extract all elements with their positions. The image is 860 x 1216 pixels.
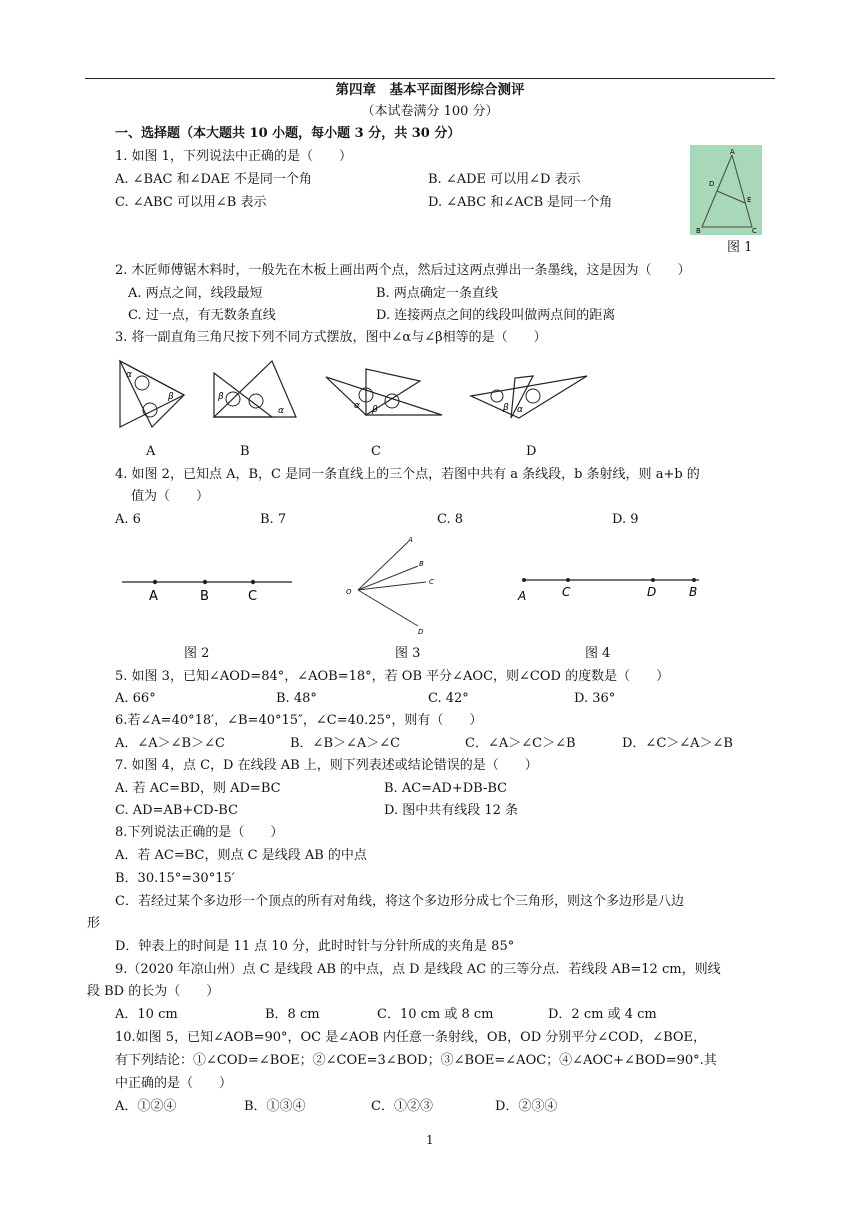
q5-option-b: B. 48°	[276, 691, 317, 706]
q7-option-b: B. AC=AD+DB-BC	[384, 781, 508, 796]
figure-4-point-a	[522, 578, 526, 582]
q9-option-b: B．8 cm	[265, 1007, 320, 1022]
q3-a-beta: β	[168, 392, 174, 402]
figure-4-point-d	[651, 578, 655, 582]
figure-4-label-c: C	[562, 585, 571, 599]
q3-figure-b	[208, 355, 303, 425]
q3-b-alpha: α	[278, 406, 284, 416]
q3-label-a: A	[146, 444, 156, 459]
q2-option-d: D. 连接两点之间的线段叫做两点间的距离	[376, 308, 616, 323]
q9-option-c: C．10 cm 或 8 cm	[377, 1007, 494, 1022]
q9-option-a: A．10 cm	[115, 1007, 178, 1022]
figure-3-label-b: B	[419, 560, 424, 568]
q4-option-a: A. 6	[115, 512, 141, 527]
q2-option-c: C. 过一点，有无数条直线	[128, 308, 276, 323]
q9-option-d: D．2 cm 或 4 cm	[548, 1007, 657, 1022]
figure-4-point-c	[566, 578, 570, 582]
q8-option-c-line-1: C．若经过某个多边形一个顶点的所有对角线，将这个多边形分成七个三角形，则这个多边形是八边	[115, 894, 684, 909]
figure-4-point-b	[692, 578, 696, 582]
figure-3-label-c: C	[429, 578, 434, 586]
q6-option-d: D．∠C＞∠A＞∠B	[622, 736, 733, 751]
q10-stem-line-1: 10.如图 5，已知∠AOB=90°，OC 是∠AOB 内任意一条射线，OB，OD 分别平分∠COD，∠BOE，	[115, 1030, 707, 1045]
q10-option-c: C．①②③	[371, 1099, 433, 1114]
q8-option-d: D．钟表上的时间是 11 点 10 分，此时时针与分针所成的夹角是 85°	[115, 939, 515, 954]
q3-c-triangle-1	[326, 377, 442, 415]
q9-stem-line-1: 9.（2020 年凉山州）点 C 是线段 AB 的中点，点 D 是线段 AC 的三等分点．若线段 AB=12 cm，则线	[115, 962, 721, 977]
q3-d-hole-2	[526, 389, 540, 403]
figure-4-label-a: A	[518, 589, 527, 603]
figure-2-label-c: C	[248, 589, 258, 604]
q7-option-d: D. 图中共有线段 12 条	[384, 803, 519, 818]
q3-c-alpha: α	[354, 401, 360, 411]
figure-3-label-d: D	[418, 628, 424, 636]
q3-label-b: B	[240, 444, 250, 459]
q2-stem: 2. 木匠师傅锯木料时，一般先在木板上画出两个点，然后过这两点弹出一条墨线，这是因为（ ）	[115, 263, 691, 278]
page-subtitle: （本试卷满分 100 分）	[361, 104, 499, 119]
q5-option-d: D. 36°	[574, 691, 616, 706]
q3-d-alpha: α	[517, 405, 523, 415]
q6-option-c: C．∠A＞∠C＞∠B	[465, 736, 576, 751]
q5-option-a: A. 66°	[115, 691, 156, 706]
q1-stem: 1. 如图 1，下列说法中正确的是（ ）	[115, 149, 352, 164]
q10-stem-line-3: 中正确的是（ ）	[115, 1076, 233, 1091]
q2-option-b: B. 两点确定一条直线	[376, 286, 498, 301]
q4-option-b: B. 7	[260, 512, 287, 527]
figure-1-label-b: B	[696, 227, 701, 235]
q3-d-triangle-1	[471, 376, 587, 418]
q1-option-c: C. ∠ABC 可以用∠B 表示	[115, 195, 267, 210]
figure-2-caption: 图 2	[184, 646, 210, 661]
q6-option-b: B．∠B＞∠A＞∠C	[290, 736, 401, 751]
q6-stem: 6.若∠A=40°18′，∠B=40°15″，∠C=40.25°，则有（ ）	[115, 713, 483, 728]
q1-option-d: D. ∠ABC 和∠ACB 是同一个角	[428, 195, 613, 210]
q7-option-c: C. AD=AB+CD-BC	[115, 803, 239, 818]
q3-figure-c	[322, 365, 447, 425]
q10-option-a: A．①②④	[115, 1099, 177, 1114]
q8-option-a: A．若 AC=BC，则点 C 是线段 AB 的中点	[115, 848, 367, 863]
q3-label-d: D	[526, 444, 537, 459]
q4-option-c: C. 8	[437, 512, 464, 527]
q8-option-c-line-2: 形	[87, 916, 101, 931]
q3-b-beta: β	[218, 392, 224, 402]
q9-stem-line-2: 段 BD 的长为（ ）	[87, 984, 220, 999]
figure-3-caption: 图 3	[395, 646, 421, 661]
figure-1	[690, 145, 762, 235]
q1-option-b: B. ∠ADE 可以用∠D 表示	[428, 172, 581, 187]
q8-stem: 8.下列说法正确的是（ ）	[115, 825, 284, 840]
q1-option-a: A. ∠BAC 和∠DAE 不是同一个角	[115, 172, 312, 187]
q3-figure-a	[112, 355, 190, 435]
q3-a-alpha: α	[126, 370, 132, 380]
q3-d-beta: β	[503, 403, 509, 413]
figure-1-caption: 图 1	[727, 240, 753, 255]
q10-stem-line-2: 有下列结论：①∠COD=∠BOE；②∠COE=3∠BOD；③∠BOE=∠AOC；④∠AOC+∠BOD=90°.其	[115, 1053, 717, 1068]
figure-3	[342, 532, 442, 637]
figure-4	[514, 572, 704, 606]
figure-2	[120, 572, 295, 606]
figure-4-label-b: B	[689, 585, 698, 599]
figure-1-label-e: E	[747, 196, 752, 204]
q6-option-a: A．∠A＞∠B＞∠C	[115, 736, 225, 751]
page-title: 第四章 基本平面图形综合测评	[335, 82, 525, 98]
q4-stem-line-1: 4. 如图 2，已知点 A，B，C 是同一条直线上的三个点，若图中共有 a 条线段，b 条射线，则 a+b 的	[115, 467, 700, 482]
figure-4-caption: 图 4	[585, 646, 611, 661]
figure-3-label-a: A	[408, 536, 413, 544]
q2-option-a: A. 两点之间，线段最短	[128, 286, 263, 301]
figure-1-label-c: C	[752, 227, 757, 235]
q3-label-c: C	[371, 444, 381, 459]
figure-1-label-d: D	[709, 180, 715, 188]
figure-3-ray-od	[358, 590, 418, 626]
q7-stem: 7. 如图 4，点 C，D 在线段 AB 上，则下列表述或结论错误的是（ ）	[115, 758, 538, 773]
figure-2-point-b	[203, 580, 207, 584]
figure-1-label-a: A	[730, 148, 735, 156]
figure-2-label-b: B	[200, 589, 209, 604]
q3-figure-d	[467, 370, 592, 425]
figure-3-ray-oa	[358, 542, 408, 590]
figure-2-point-c	[251, 580, 255, 584]
figure-2-point-a	[153, 580, 157, 584]
figure-2-label-a: A	[149, 589, 158, 604]
q5-stem: 5. 如图 3，已知∠AOD=84°，∠AOB=18°，若 OB 平分∠AOC，则∠COD 的度数是（ ）	[115, 669, 670, 684]
q3-stem: 3. 将一副直角三角尺按下列不同方式摆放，图中∠α与∠β相等的是（ ）	[115, 330, 547, 345]
q8-option-b: B．30.15°=30°15′	[115, 871, 235, 886]
figure-4-label-d: D	[647, 585, 657, 599]
q3-c-hole-2	[385, 394, 399, 408]
header-rule	[85, 78, 775, 79]
figure-3-label-o: O	[346, 588, 352, 596]
figure-1-background	[690, 145, 762, 235]
page-number: 1	[426, 1133, 434, 1147]
q5-option-c: C. 42°	[428, 691, 469, 706]
section-heading: 一、选择题（本大题共 10 小题，每小题 3 分，共 30 分）	[115, 126, 461, 141]
q3-a-hole-1	[135, 376, 149, 390]
q10-option-d: D．②③④	[495, 1099, 558, 1114]
q4-stem-line-2: 值为（ ）	[131, 489, 210, 504]
q10-option-b: B．①③④	[244, 1099, 306, 1114]
q4-option-d: D. 9	[612, 512, 639, 527]
q3-c-beta: β	[372, 405, 378, 415]
q7-option-a: A. 若 AC=BD，则 AD=BC	[115, 781, 281, 796]
